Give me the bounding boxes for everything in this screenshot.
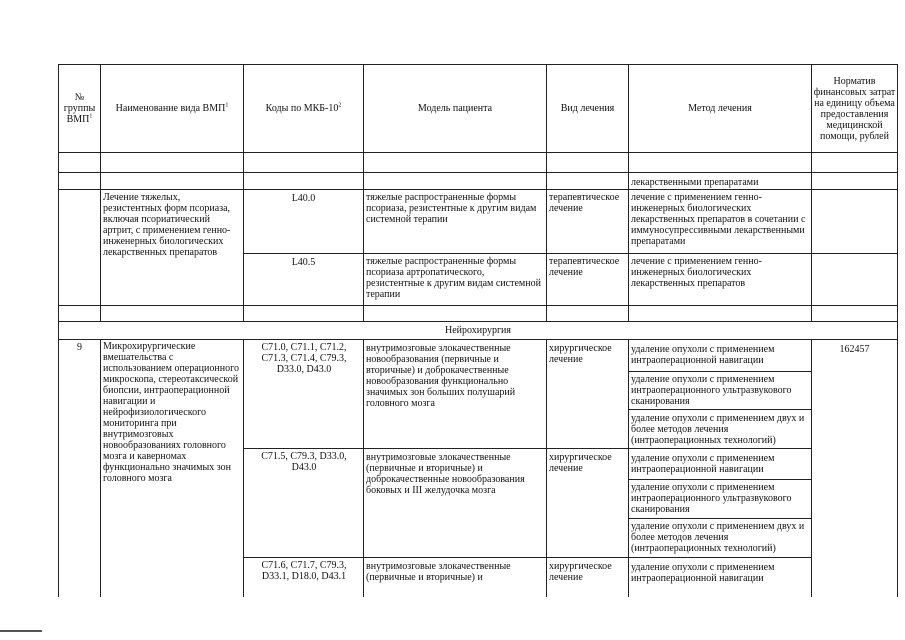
method-cell: удаление опухоли с применением интраоперационной навигации	[631, 344, 775, 366]
col-line	[628, 339, 629, 597]
patient-model-cell: внутримозговые злокачественные новообразования (первичные и вторичные) и доброкачественные новообразования функционально значимых зон больших полушарий головного мозга	[366, 343, 516, 409]
icd-code-cell: C71.6, C71.7, C79.3, D33.1, D18.0, D43.1	[261, 560, 347, 582]
method-cell: удаление опухоли с применением двух и более методов лечения (интраоперационных технологий)	[631, 521, 805, 554]
method-line	[628, 371, 811, 372]
block-line	[243, 557, 811, 558]
section-line	[58, 339, 898, 340]
method-cell: удаление опухоли с применением интраоперационной навигации	[631, 562, 775, 584]
method-line	[628, 479, 811, 480]
method-cell: удаление опухоли с применением интраоперационного ультразвукового сканирования	[631, 374, 792, 407]
icd-code-cell: C71.0, C71.1, C71.2, C71.3, C71.4, C79.3, D33.0, D43.0	[261, 342, 347, 375]
header-treatment-method: Метод лечения	[688, 103, 752, 114]
block-line	[243, 448, 811, 449]
vmp-name-cell: Микрохирургические вмешательства с использованием операционного микроскопа, стереотаксической биопсии, интраоперационной навигации и нейрофизиологического мониторинга при внутримозговых новообразованиях головного мозга и каверномах функционально значимых зон головного мозга	[103, 341, 239, 484]
header-cost-norm: Норматив финансовых затрат на единицу объема предоставления медицинской помощи, рублей	[813, 75, 896, 142]
method-line	[628, 409, 811, 410]
icd-code-cell: L40.0	[291, 193, 316, 204]
header-icd-codes: Коды по МКБ-$10^2$	[265, 102, 342, 114]
patient-model-cell: тяжелые распространенные формы псориаза, резистентные к другим видам системной терапии	[366, 192, 537, 225]
section-title: Нейрохирургия	[444, 325, 512, 336]
treatment-type-cell: хирургическое лечение	[549, 343, 612, 365]
row-line	[58, 189, 898, 190]
header-vmp-name: Наименование вида ВМП$^1$	[115, 102, 229, 114]
header-patient-model: Модель пациента	[417, 103, 493, 114]
group-number: 9	[77, 342, 82, 353]
patient-model-cell: тяжелые распространенные формы псориаза артропатического, резистентные к другим видам системной терапии	[366, 256, 541, 300]
method-cell: лечение с применением генно-инженерных биологических лекарственных препаратов	[631, 256, 762, 289]
vmp-name-cell: Лечение тяжелых, резистентных форм псориаза, включая псориатический артрит, с применением генно-инженерных биологических лекарственных препаратов	[103, 192, 231, 258]
method-cell: удаление опухоли с применением интраоперационной навигации	[631, 453, 775, 475]
header-treatment-type: Вид лечения	[560, 103, 615, 114]
col-line	[363, 339, 364, 597]
row-line	[58, 321, 898, 322]
col-line	[100, 339, 101, 597]
scan-edge-mark	[0, 630, 42, 632]
row-line	[58, 172, 898, 173]
patient-model-cell: внутримозговые злокачественные (первичные и вторичные) и	[366, 561, 511, 583]
header-bottom-line	[58, 152, 898, 153]
method-cell: лекарственными препаратами	[631, 177, 759, 188]
col-line	[243, 339, 244, 597]
method-line	[628, 518, 811, 519]
icd-code-cell: C71.5, C79.3, D33.0, D43.0	[261, 451, 347, 473]
icd-code-cell: L40.5	[291, 257, 316, 268]
treatment-type-cell: терапевтическое лечение	[549, 256, 620, 278]
treatment-type-cell: терапевтическое лечение	[549, 192, 620, 214]
row-line	[243, 253, 898, 254]
patient-model-cell: внутримозговые злокачественные (первичные и вторичные) и доброкачественные новообразования боковых и III желудочка мозга	[366, 452, 525, 496]
col-line	[811, 339, 812, 597]
method-cell: удаление опухоли с применением интраоперационного ультразвукового сканирования	[631, 482, 792, 515]
col-line	[546, 339, 547, 597]
method-cell: лечение с применением генно-инженерных биологических лекарственных препаратов в сочетании с иммуносупрессивными лекарственными препаратами	[631, 192, 806, 247]
treatment-type-cell: хирургическое лечение	[549, 452, 612, 474]
col-line	[897, 64, 898, 597]
row-line	[58, 305, 898, 306]
cost-cell: 162457	[839, 344, 870, 355]
header-group-no: № группы ВМП$^1$	[63, 92, 96, 125]
method-cell: удаление опухоли с применением двух и более методов лечения (интраоперационных технологий)	[631, 413, 805, 446]
treatment-type-cell: хирургическое лечение	[549, 561, 612, 583]
